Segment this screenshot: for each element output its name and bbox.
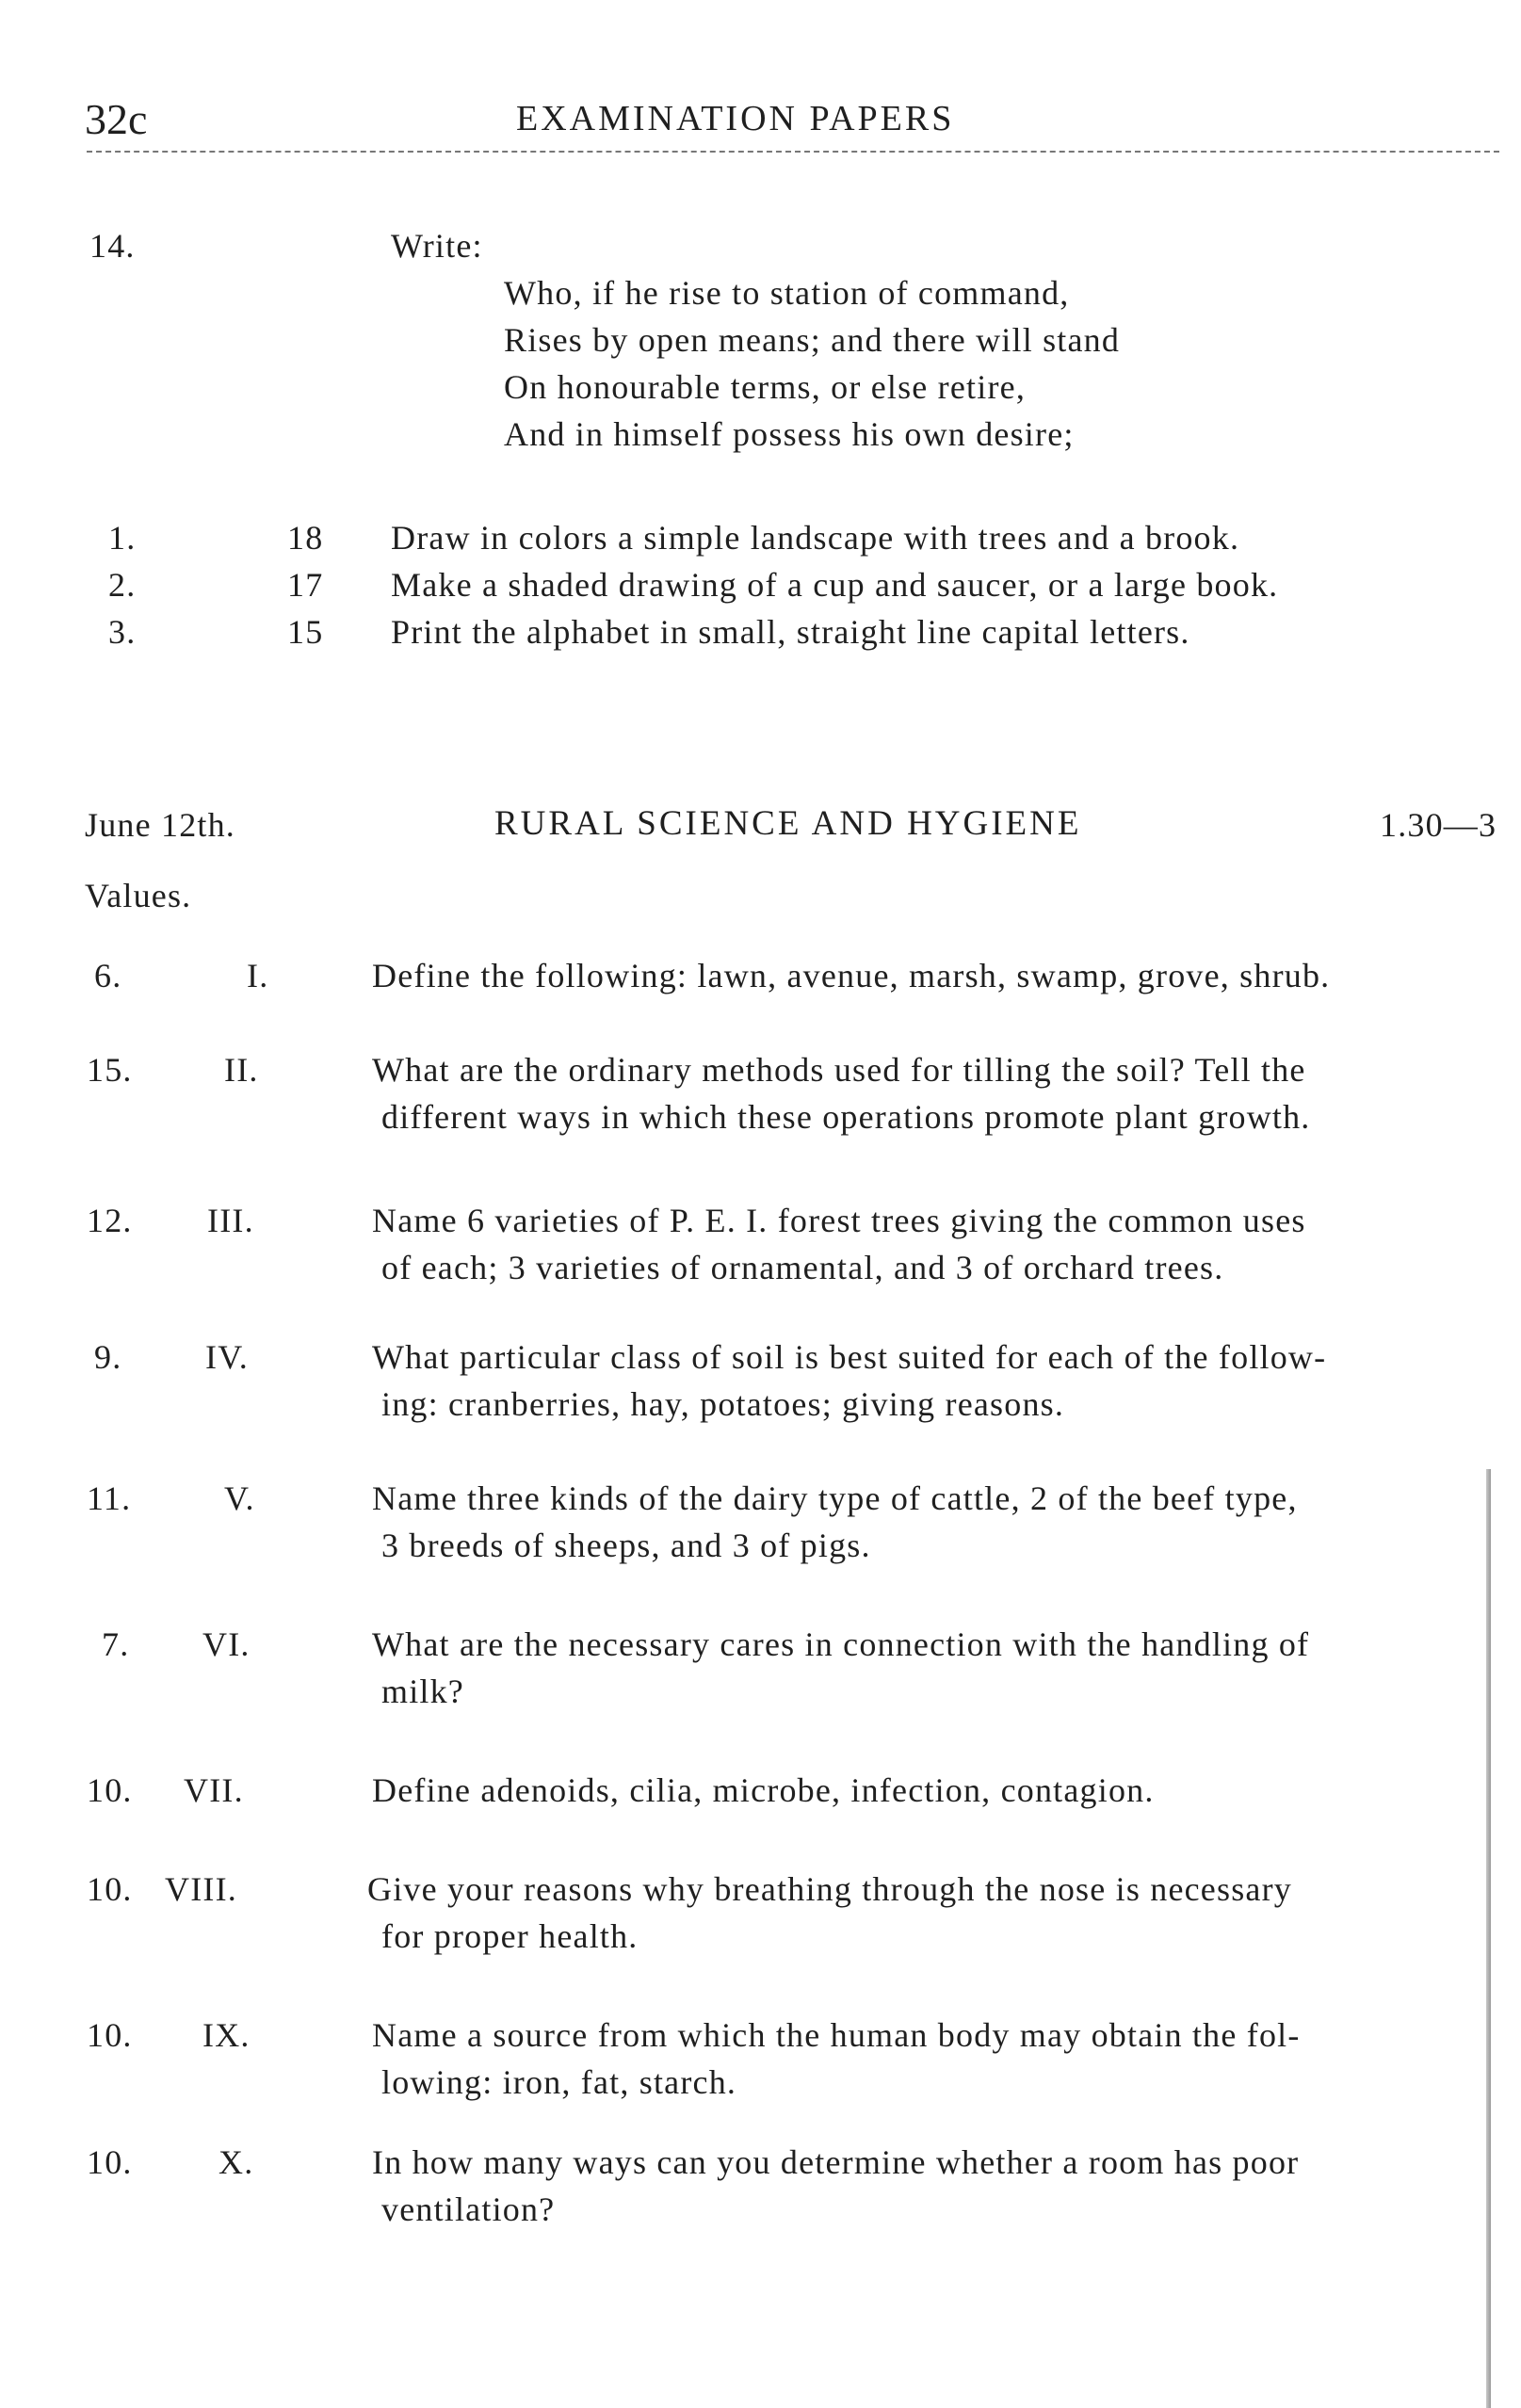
question-text-line: Name three kinds of the dairy type of cattle, 2 of the beef type,	[372, 1479, 1298, 1517]
question-text-line: ventilation?	[381, 2190, 556, 2228]
page-number: 32c	[85, 95, 148, 143]
question-numeral: II.	[224, 1051, 259, 1089]
question-value: 10.	[87, 2016, 133, 2054]
header-divider	[87, 151, 1499, 153]
question-text-line: different ways in which these operations promote plant growth.	[381, 1098, 1311, 1136]
question-text-line: Define the following: lawn, avenue, marsh, swamp, grove, shrub.	[372, 957, 1331, 994]
question-text-line: lowing: iron, fat, starch.	[381, 2063, 737, 2101]
section-title: RURAL SCIENCE AND HYGIENE	[494, 804, 1082, 843]
poem-line: And in himself possess his own desire;	[504, 415, 1075, 453]
question-text-line: ing: cranberries, hay, potatoes; giving reasons.	[381, 1385, 1065, 1423]
question-text-line: of each; 3 varieties of ornamental, and 3 of orchard trees.	[381, 1249, 1224, 1286]
question-value: 11.	[87, 1479, 132, 1517]
question-value: 10.	[87, 1771, 133, 1809]
question-text-line: What are the necessary cares in connection with the handling of	[372, 1625, 1310, 1663]
drawing-item-text: Print the alphabet in small, straight line capital letters.	[391, 613, 1190, 651]
question-text-line: 3 breeds of sheeps, and 3 of pigs.	[381, 1527, 871, 1564]
question-text-line: milk?	[381, 1673, 464, 1710]
question-value: 7.	[102, 1625, 130, 1663]
question-numeral: IV.	[205, 1338, 249, 1376]
values-label: Values.	[85, 877, 192, 914]
drawing-item-value: 18	[287, 519, 324, 557]
question-text-line: In how many ways can you determine whether a room has poor	[372, 2143, 1300, 2181]
question-text-line: for proper health.	[381, 1917, 639, 1955]
poem-line: Who, if he rise to station of command,	[504, 274, 1070, 312]
question-text-line: What are the ordinary methods used for tilling the soil? Tell the	[372, 1051, 1306, 1089]
q14-prompt: Write:	[391, 227, 483, 265]
page-header-title: EXAMINATION PAPERS	[516, 99, 955, 138]
page-edge-shadow	[1486, 1469, 1491, 2408]
section-date: June 12th.	[85, 806, 235, 844]
question-value: 10.	[87, 2143, 133, 2181]
question-numeral: III.	[207, 1202, 254, 1239]
drawing-item-text: Draw in colors a simple landscape with trees and a brook.	[391, 519, 1240, 557]
poem-line: On honourable terms, or else retire,	[504, 368, 1027, 406]
question-numeral: I.	[247, 957, 269, 994]
question-text-line: What particular class of soil is best suited for each of the follow-	[372, 1338, 1327, 1376]
poem-line: Rises by open means; and there will stand	[504, 321, 1121, 359]
drawing-item-number: 1.	[108, 519, 137, 557]
question-text-line: Name a source from which the human body may obtain the fol-	[372, 2016, 1301, 2054]
section-time: 1.30—3	[1380, 806, 1497, 844]
question-text-line: Give your reasons why breathing through the nose is necessary	[367, 1870, 1292, 1908]
question-numeral: VIII.	[165, 1870, 237, 1908]
question-value: 10.	[87, 1870, 133, 1908]
drawing-item-value: 15	[287, 613, 324, 651]
question-numeral: VI.	[202, 1625, 251, 1663]
drawing-item-number: 2.	[108, 566, 137, 604]
drawing-item-number: 3.	[108, 613, 137, 651]
question-numeral: X.	[218, 2143, 254, 2181]
question-numeral: VII.	[184, 1771, 244, 1809]
question-value: 9.	[94, 1338, 122, 1376]
question-text-line: Define adenoids, cilia, microbe, infection, contagion.	[372, 1771, 1155, 1809]
question-numeral: V.	[224, 1479, 255, 1517]
q14-number: 14.	[89, 227, 136, 265]
drawing-item-value: 17	[287, 566, 324, 604]
question-value: 6.	[94, 957, 122, 994]
drawing-item-text: Make a shaded drawing of a cup and saucer, or a large book.	[391, 566, 1279, 604]
question-text-line: Name 6 varieties of P. E. I. forest trees giving the common uses	[372, 1202, 1306, 1239]
question-numeral: IX.	[202, 2016, 251, 2054]
question-value: 12.	[87, 1202, 133, 1239]
question-value: 15.	[87, 1051, 133, 1089]
